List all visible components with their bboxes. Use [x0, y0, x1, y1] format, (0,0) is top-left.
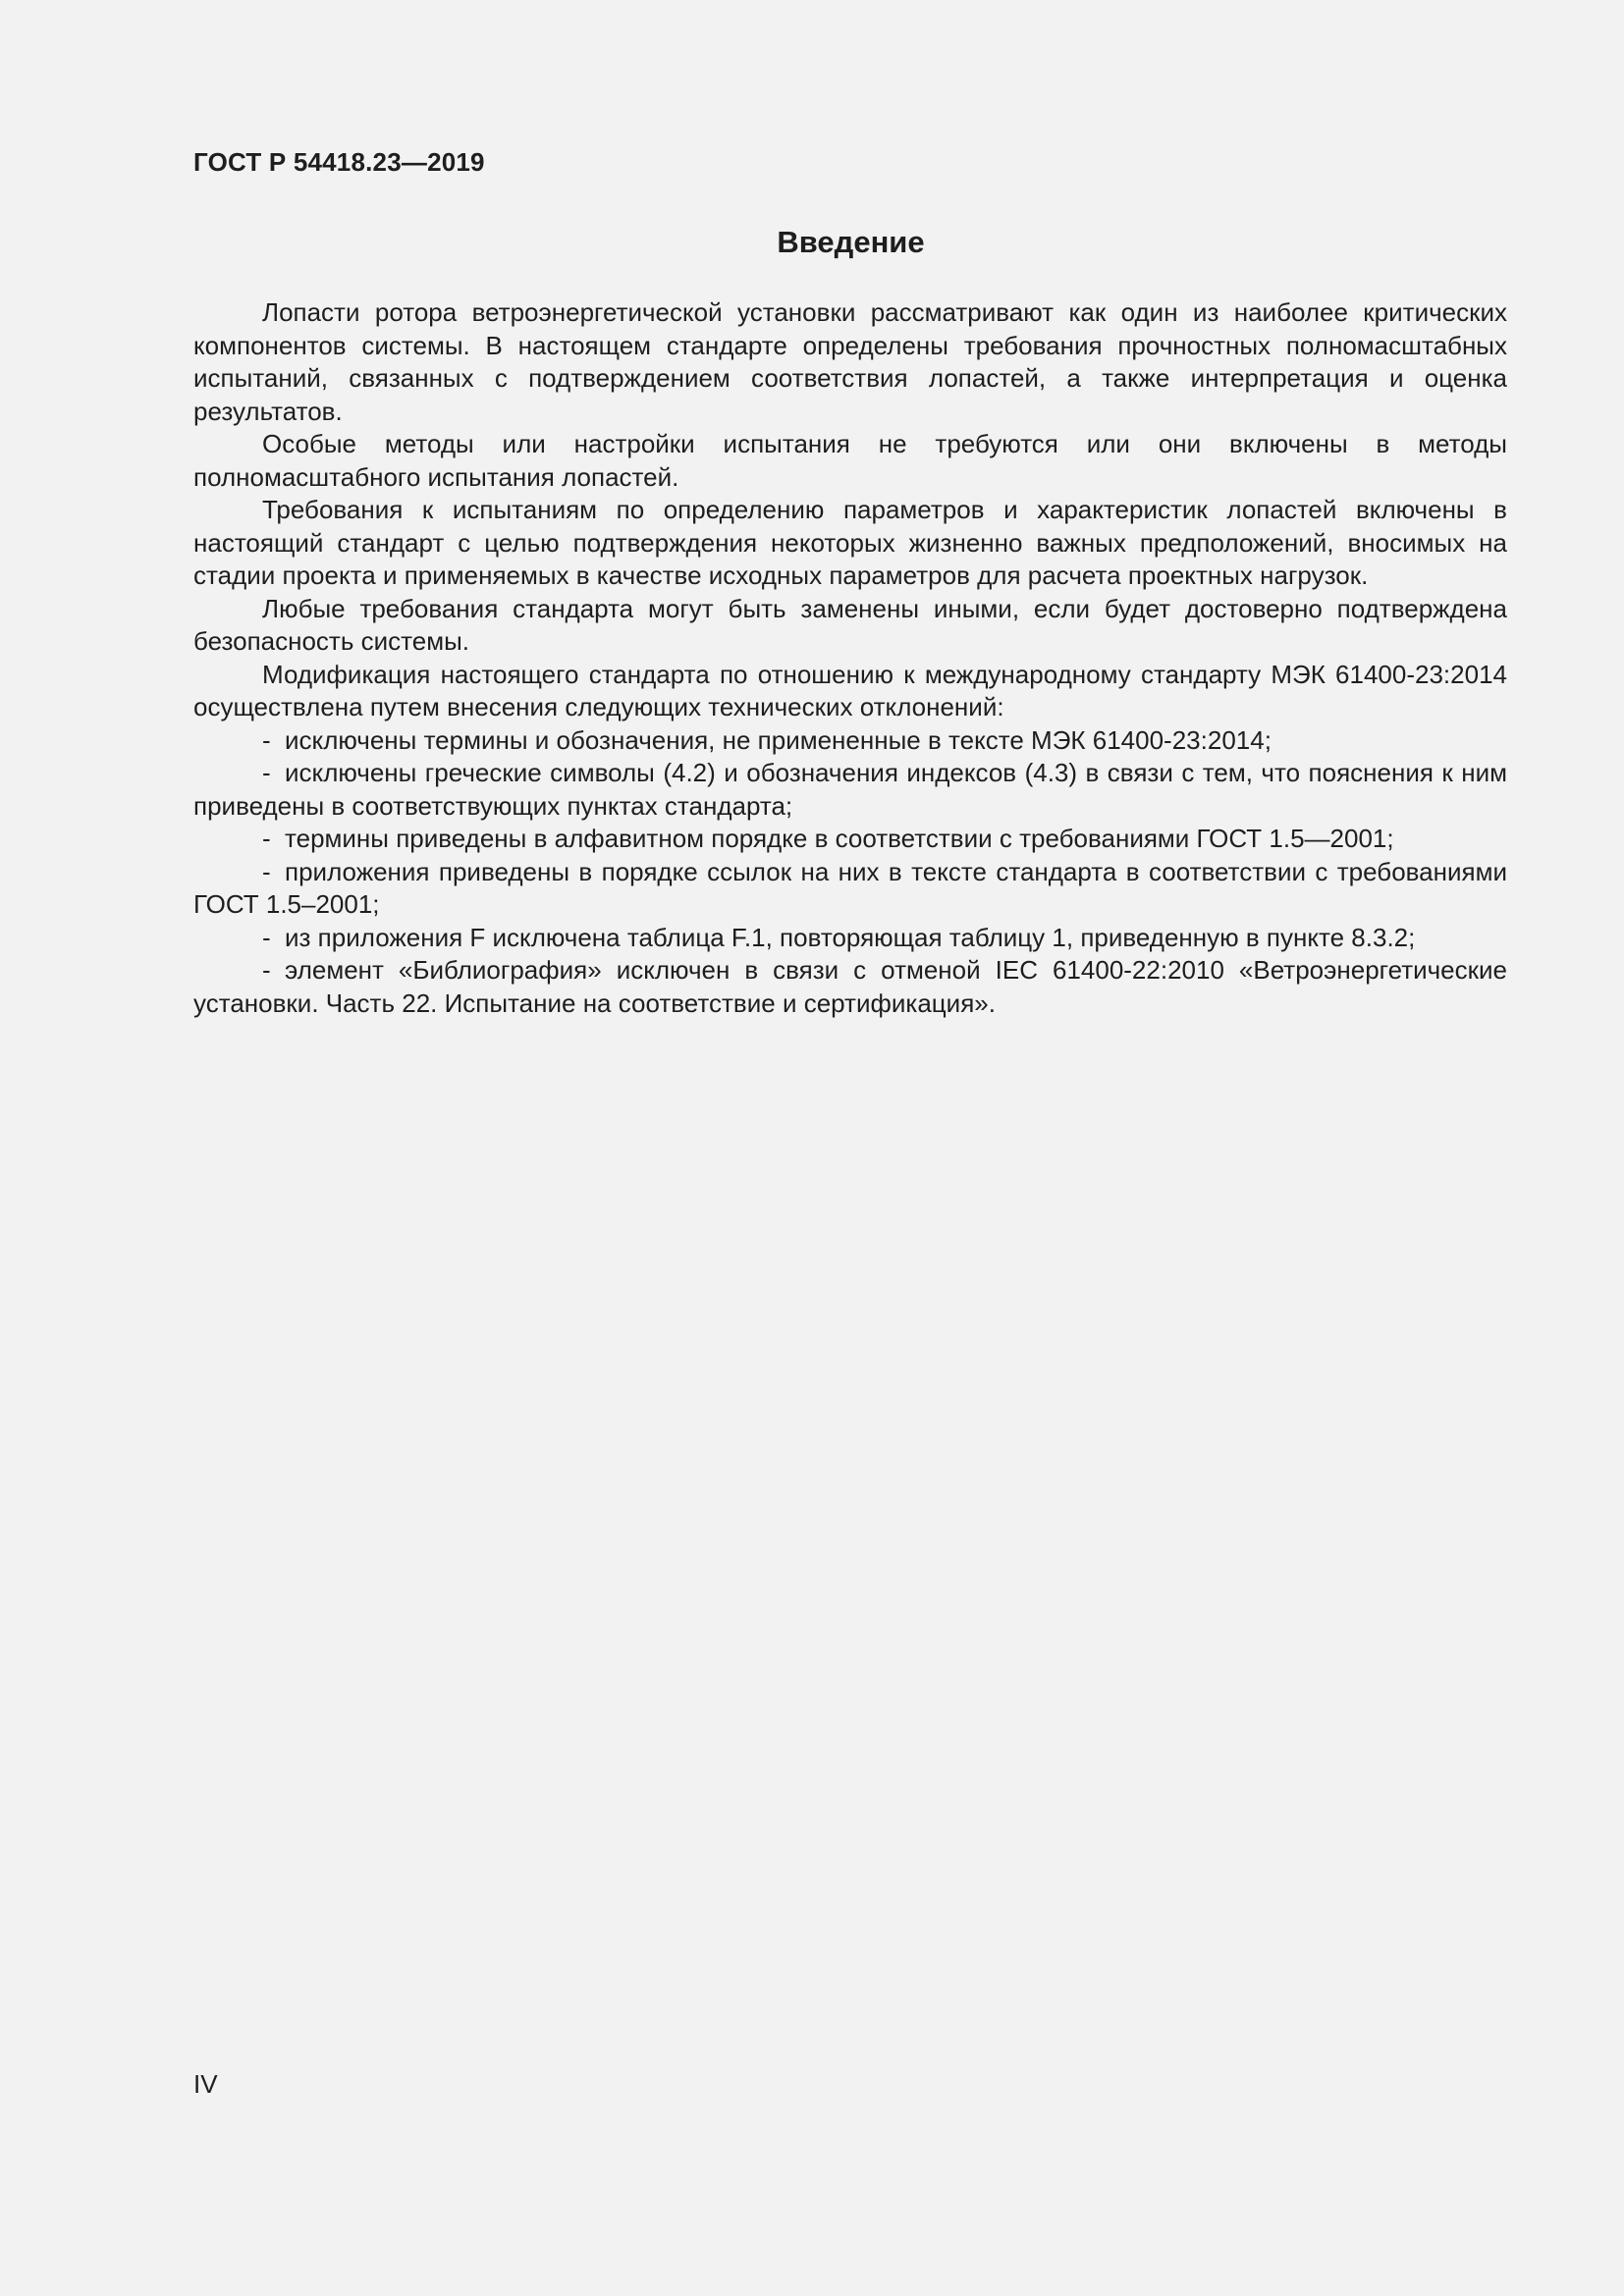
document-id-header: ГОСТ Р 54418.23—2019	[193, 147, 485, 177]
bullet-marker: -	[262, 922, 271, 952]
bullet-marker: -	[262, 758, 271, 787]
document-body	[193, 296, 1507, 1020]
list-item	[193, 922, 1507, 955]
bullet-marker: -	[262, 824, 271, 853]
paragraph: Особые методы или настройки испытания не требуются или они включены в методы полномасштабного испытания лопастей.	[193, 429, 1507, 492]
list-item	[193, 724, 1507, 758]
paragraph: Любые требования стандарта могут быть заменены иными, если будет достоверно подтверждена безопасность системы.	[193, 593, 1507, 656]
page-number: IV	[193, 2069, 218, 2099]
section-title: Введение	[777, 225, 925, 259]
list-item	[193, 757, 1507, 823]
list-item-text: элемент «Библиография» исключен в связи с отменой IEC 61400-22:2010 «Ветроэнергетические установки. Часть 22. Испытание на соответствие и сертификация».	[193, 955, 1507, 1018]
list-item-text: из приложения F исключена таблица F.1, повторяющая таблицу 1, приведенную в пункте 8.3.2;	[285, 922, 1416, 952]
list-item	[193, 823, 1507, 856]
bullet-marker: -	[262, 724, 271, 755]
list-item-text: термины приведены в алфавитном порядке в соответствии с требованиями ГОСТ 1.5—2001;	[285, 824, 1394, 853]
list-item	[193, 856, 1507, 922]
list-item	[193, 954, 1507, 1020]
paragraph: Требования к испытаниям по определению параметров и характеристик лопастей включены в настоящий стандарт с целью подтверждения некоторых жизненно важных предположений, вносимых на стадии проекта и применяемых в качестве исходных параметров для расчета проектных нагрузок.	[193, 495, 1507, 590]
bullet-marker: -	[262, 955, 271, 985]
paragraph: Модификация настоящего стандарта по отношению к международному стандарту МЭК 61400-23:2014 осуществлена путем внесения следующих технических отклонений:	[193, 659, 1507, 721]
paragraph: Лопасти ротора ветроэнергетической установки рассматривают как один из наиболее критических компонентов системы. В настоящем стандарте определены требования прочностных полномасштабных испытаний, связанных с подтверждением соответствия лопастей, а также интерпретация и оценка результатов.	[193, 297, 1507, 426]
list-item-text: исключены термины и обозначения, не примененные в тексте МЭК 61400-23:2014;	[285, 724, 1272, 755]
bullet-marker: -	[262, 856, 271, 886]
list-item-text: приложения приведены в порядке ссылок на них в тексте стандарта в соответствии с требованиями ГОСТ 1.5–2001;	[193, 856, 1507, 919]
list-item-text: исключены греческие символы (4.2) и обозначения индексов (4.3) в связи с тем, что пояснения к ним приведены в соответствующих пунктах стандарта;	[193, 758, 1507, 821]
